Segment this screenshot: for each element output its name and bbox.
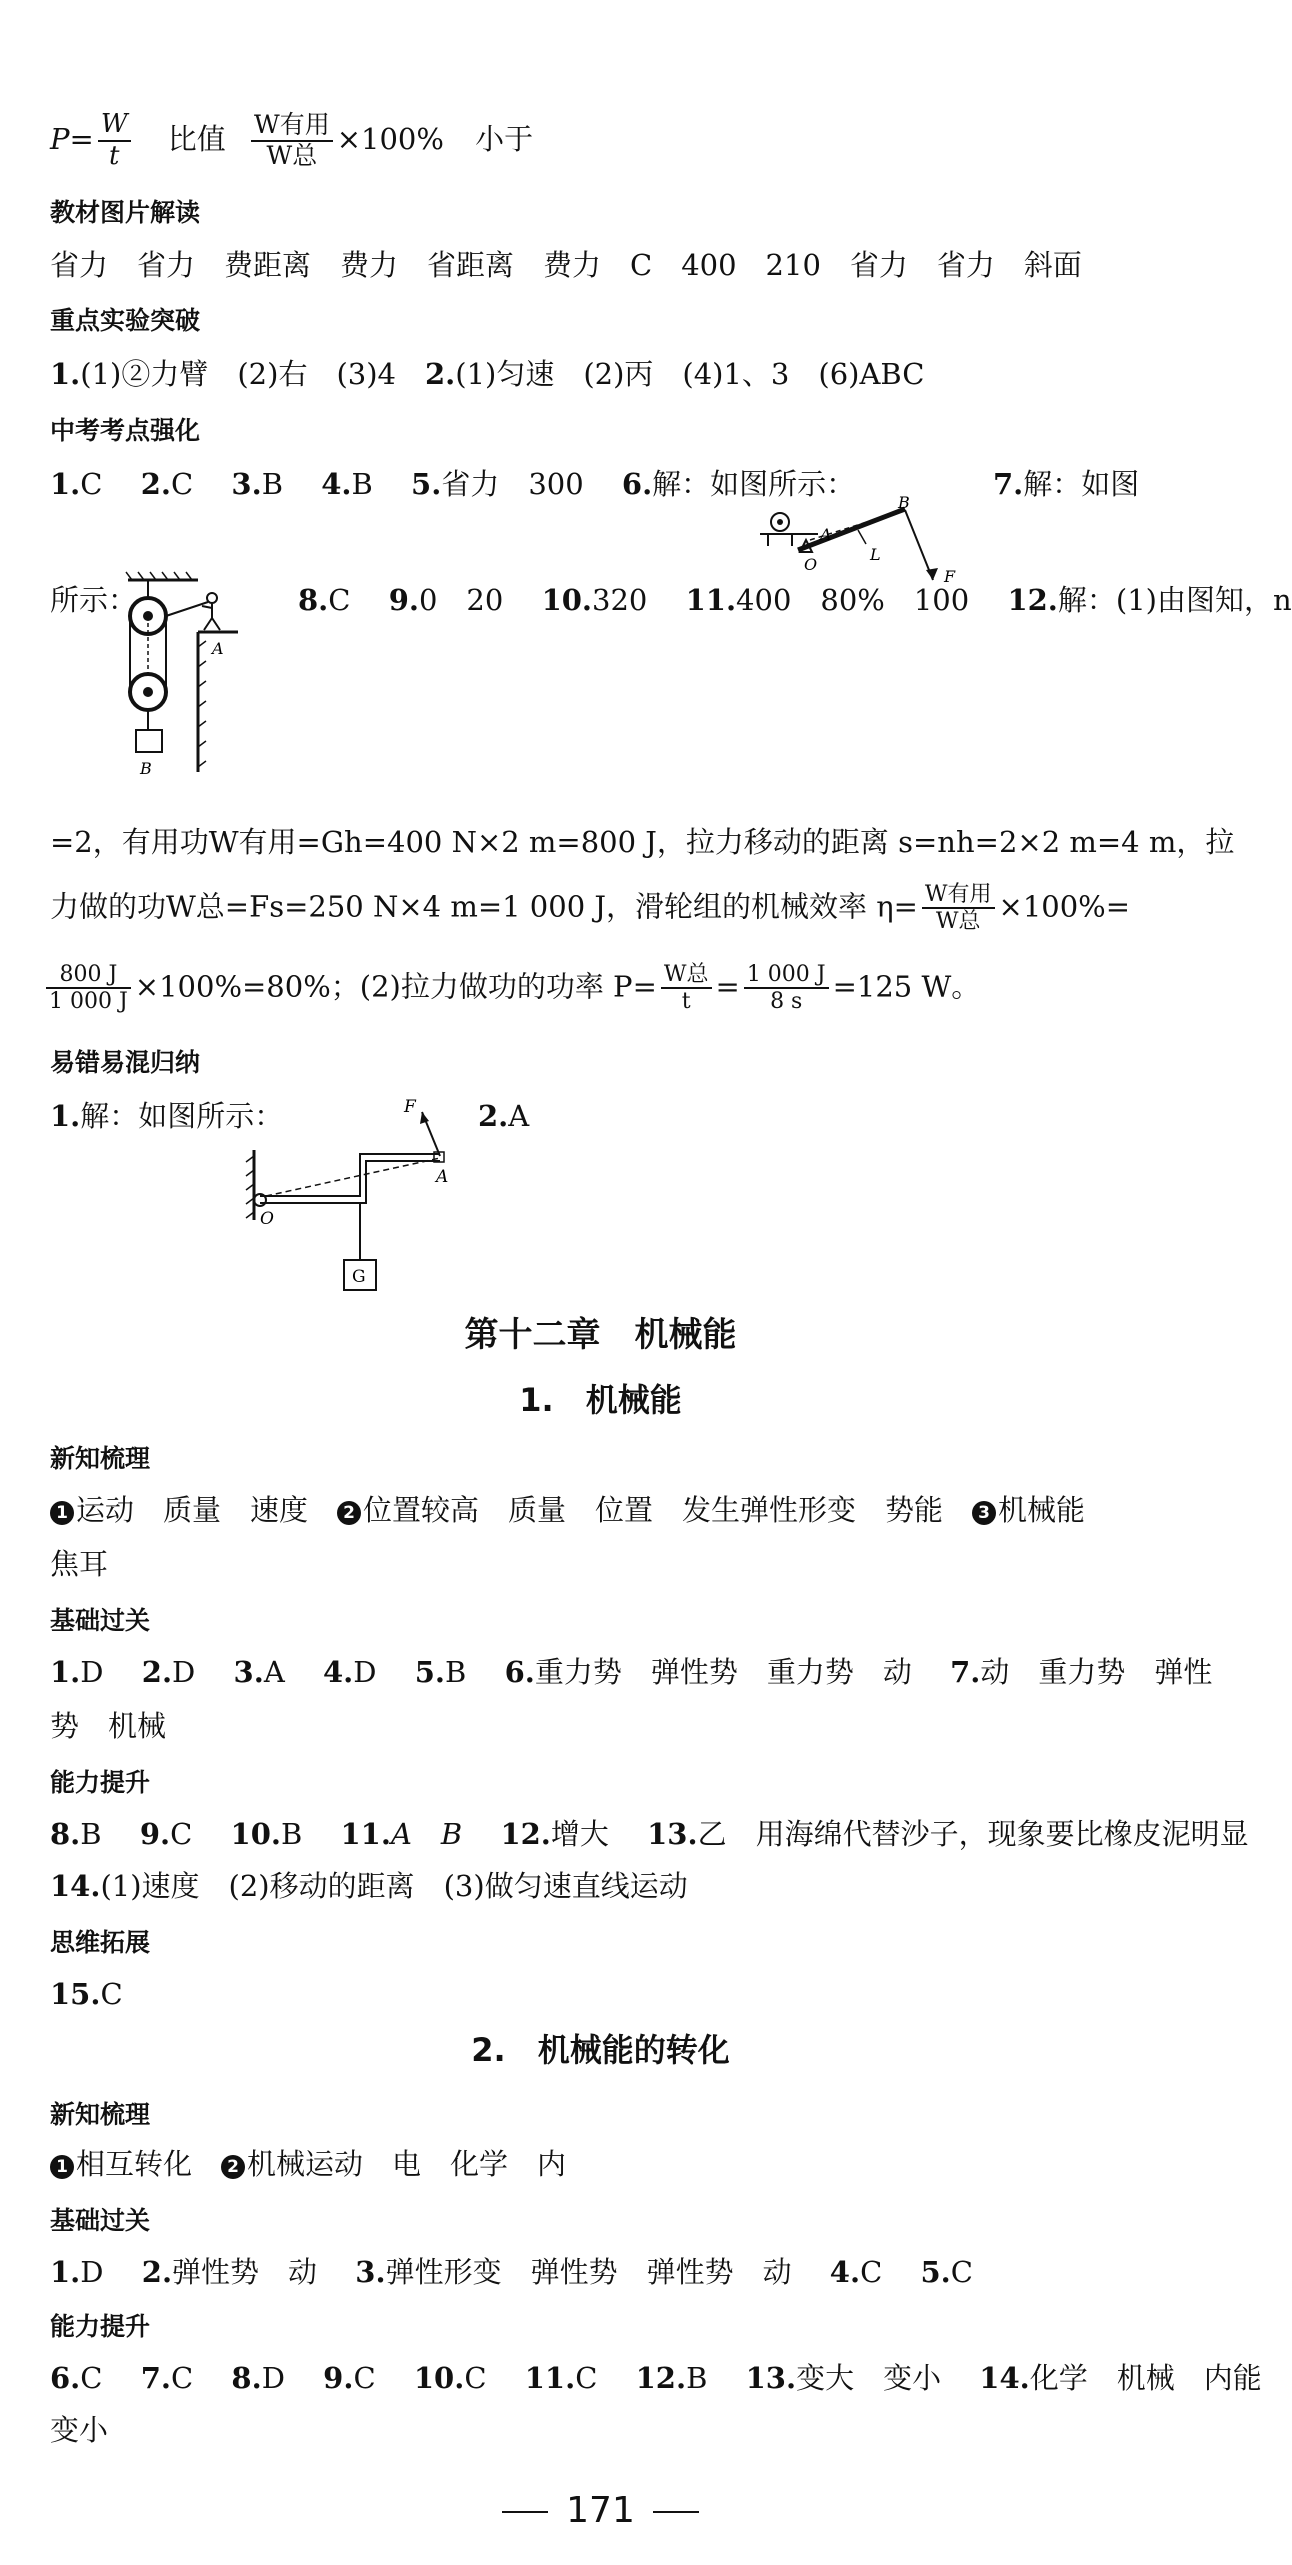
section-heading: 中考考点强化 <box>50 416 201 445</box>
pulley-figure <box>108 572 278 782</box>
section-heading: 能力提升 <box>50 1768 151 1797</box>
answer-line: 力做的功W总=Fs=250 N×4 m=1 000 J，滑轮组的机械效率 η= $\frac{\text{W有用}}{\text{W总}}$ ×100%= <box>50 882 1131 935</box>
svg-text:O: O <box>804 555 818 574</box>
section-heading: 新知梳理 <box>50 1444 151 1473</box>
section-title: 1. 机械能 <box>519 1381 682 1419</box>
answer-line: $\frac{800 J}{1 000 J}$ ×100%=80%；(2)拉力做功的功率 P= $\frac{\text{W总}}{t}$ = $\frac{1 000 J}{8 s}$ =125 W。 <box>46 962 980 1015</box>
answer-line: =2，有用功W有用=Gh=400 N×2 m=800 J，拉力移动的距离 s=nh=2×2 m=4 m，拉 <box>50 825 1235 859</box>
section-title: 2. 机械能的转化 <box>471 2031 730 2069</box>
section-heading: 重点实验突破 <box>50 306 201 335</box>
section-heading: 新知梳理 <box>50 2100 151 2129</box>
section-heading: 基础过关 <box>50 1606 151 1635</box>
answer-line: 1.D 2.弹性势 动 3.弹性形变 弹性势 弹性势 动 4.C 5.C <box>50 2255 973 2289</box>
answer-line: 省力 省力 费距离 费力 省距离 费力 C 400 210 省力 省力 斜面 <box>50 248 1082 282</box>
answer-line: 1.C 2.C 3.B 4.B 5.省力 300 6.解：如图所示： <box>50 467 856 501</box>
answer-line: 焦耳 <box>50 1547 109 1581</box>
answer-line: 8.B 9.C 10.B 11.A B 12.增大 13.乙 用海绵代替沙子，现象要比橡皮泥明显 <box>50 1817 1249 1851</box>
svg-text:A: A <box>820 525 832 544</box>
svg-text:B: B <box>140 759 152 778</box>
answer-line: 8.C 9.0 20 10.320 11.400 80% 100 12.解：(1)由图知，n <box>298 583 1292 617</box>
svg-text:F: F <box>404 1097 416 1117</box>
answer-line: 变小 <box>50 2413 109 2447</box>
answer-line: 2.A <box>478 1099 530 1133</box>
section-heading: 思维拓展 <box>50 1928 151 1957</box>
section-heading: 教材图片解读 <box>50 198 201 227</box>
svg-text:L: L <box>870 545 881 564</box>
fraction-w-t: $\frac{W}{t}$ <box>98 110 131 172</box>
answer-line: 1 运动 质量 速度 2 位置较高 质量 位置 发生弹性形变 势能 3 机械能 <box>50 1490 1085 1530</box>
chapter-title: 第十二章 机械能 <box>464 1315 737 1355</box>
ratio-label: 比值 <box>167 121 226 156</box>
answer-line: 1.(1)②力臂 (2)右 (3)4 2.(1)匀速 (2)丙 (4)1、3 (6)ABC <box>50 357 925 391</box>
bent-lever-figure <box>240 1090 480 1300</box>
svg-text:G: G <box>352 1267 366 1287</box>
answer-line: 15.C <box>50 1977 123 2011</box>
answer-line: 所示： <box>50 583 138 617</box>
section-heading: 能力提升 <box>50 2312 151 2341</box>
efficiency-fraction: $\frac{\text{W有用}}{\text{W总}}$ <box>251 111 333 171</box>
answer-line: 1.D 2.D 3.A 4.D 5.B 6.重力势 弹性势 重力势 动 7.动 重力势 弹性 <box>50 1655 1213 1689</box>
section-heading: 基础过关 <box>50 2206 151 2235</box>
answer-line: 14.(1)速度 (2)移动的距离 (3)做匀速直线运动 <box>50 1869 688 1903</box>
power-formula: P= <box>50 121 94 156</box>
formula-line <box>50 110 533 172</box>
section-heading: 易错易混归纳 <box>50 1048 201 1077</box>
answer-line: 1 相互转化 2 机械运动 电 化学 内 <box>50 2144 566 2184</box>
svg-text:A: A <box>436 1167 449 1187</box>
svg-text:A: A <box>212 639 224 658</box>
svg-text:B: B <box>898 493 910 512</box>
svg-text:O: O <box>260 1209 274 1229</box>
answer-line: 势 机械 <box>50 1709 167 1743</box>
page-number: 171 <box>0 2490 1201 2531</box>
answer-line: 7.解：如图 <box>993 467 1140 501</box>
less-than-text: 小于 <box>475 121 534 156</box>
percent-text: ×100% <box>336 121 444 156</box>
answer-line: 6.C 7.C 8.D 9.C 10.C 11.C 12.B 13.变大 变小 14.化学 机械 内能 <box>50 2361 1262 2395</box>
svg-text:F: F <box>944 567 956 586</box>
answer-line: 1.解：如图所示： <box>50 1099 284 1133</box>
